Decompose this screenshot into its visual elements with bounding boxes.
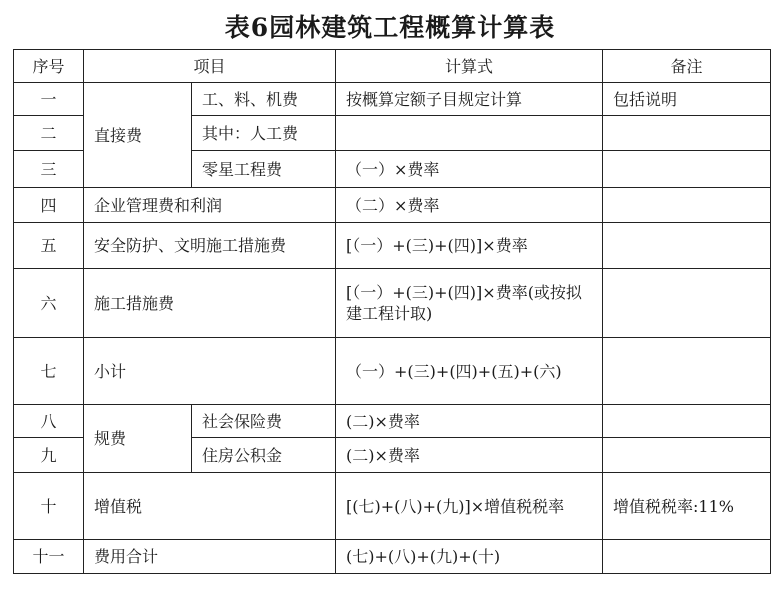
sub-item-cell: 工、料、机费 [192,83,336,116]
note-cell [603,438,771,473]
item-cell: 增值税 [84,473,336,540]
row-number: 三 [14,151,84,188]
category-cell: 规费 [84,405,192,473]
note-cell [603,188,771,223]
item-cell: 施工措施费 [84,269,336,338]
formula-cell: (二)×费率 [336,405,603,438]
header-item: 项目 [84,50,336,83]
table-row [14,188,771,223]
note-cell [603,269,771,338]
formula-cell: (二)×费率 [336,438,603,473]
table-row [14,269,771,338]
note-cell [603,151,771,188]
table-row [14,338,771,405]
row-number: 六 [14,269,84,338]
note-cell [603,405,771,438]
formula-cell: [（一）+(三)+(四)]×费率(或按拟建工程计取) [336,269,603,338]
item-cell: 企业管理费和利润 [84,188,336,223]
note-cell [603,223,771,269]
header-note: 备注 [603,50,771,83]
sub-item-cell: 社会保险费 [192,405,336,438]
table-row [14,540,771,574]
row-number: 五 [14,223,84,269]
item-cell: 安全防护、文明施工措施费 [84,223,336,269]
header-formula: 计算式 [336,50,603,83]
note-cell [603,338,771,405]
row-number: 九 [14,438,84,473]
row-number: 十 [14,473,84,540]
category-cell: 直接费 [84,83,192,188]
sub-item-cell: 零星工程费 [192,151,336,188]
formula-cell [336,116,603,151]
row-number: 八 [14,405,84,438]
table-row [14,405,771,438]
sub-item-cell: 住房公积金 [192,438,336,473]
row-number: 十一 [14,540,84,574]
note-cell [603,116,771,151]
row-number: 四 [14,188,84,223]
table-row [14,83,771,116]
page-title: 表6园林建筑工程概算计算表 [224,13,556,42]
sub-item-cell: 其中：人工费 [192,116,336,151]
row-number: 七 [14,338,84,405]
formula-cell: （一）×费率 [336,151,603,188]
note-cell: 包括说明 [603,83,771,116]
formula-cell: [(七)+(八)+(九)]×增值税税率 [336,473,603,540]
header-no: 序号 [14,50,84,83]
formula-cell: （二）×费率 [336,188,603,223]
table-row [14,473,771,540]
note-cell: 增值税税率:11% [603,473,771,540]
table-row [14,223,771,269]
item-cell: 小计 [84,338,336,405]
formula-cell: 按概算定额子目规定计算 [336,83,603,116]
item-cell: 费用合计 [84,540,336,574]
note-cell [603,540,771,574]
formula-cell: [（一）+(三)+(四)]×费率 [336,223,603,269]
row-number: 二 [14,116,84,151]
formula-cell: （一）+(三)+(四)+(五)+(六) [336,338,603,405]
formula-cell: (七)+(八)+(九)+(十) [336,540,603,574]
header-row [14,50,771,83]
row-number: 一 [14,83,84,116]
budget-table [13,49,771,574]
